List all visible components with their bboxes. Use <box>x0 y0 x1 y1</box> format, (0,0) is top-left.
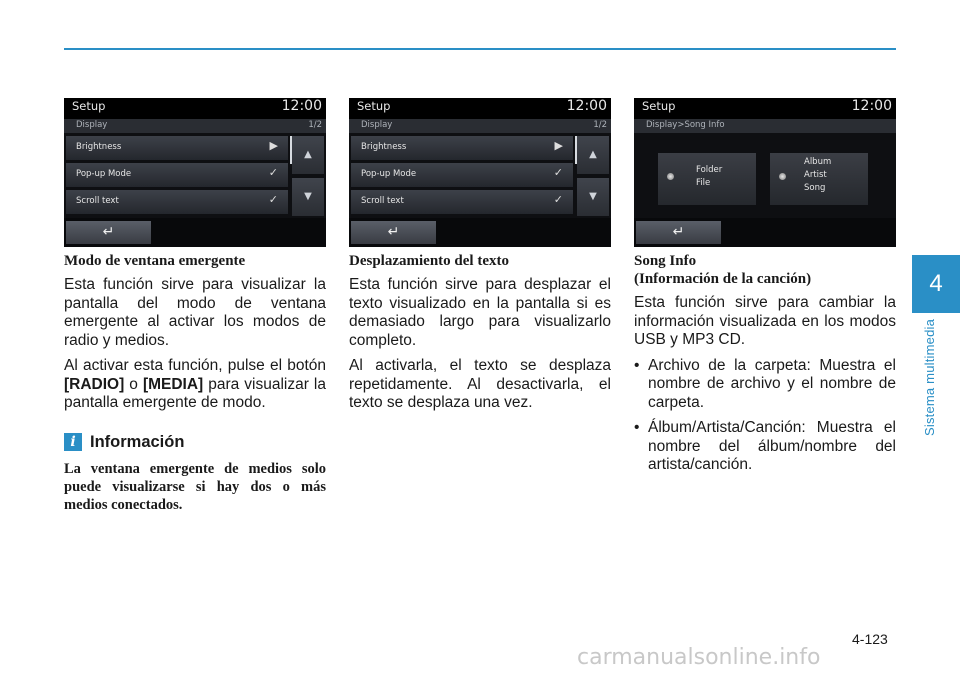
paragraph: Esta función sirve para desplazar el texto visualizado en la pantalla si es demasiado largo para visualizarlo completo. <box>349 276 611 349</box>
info-note: La ventana emergente de medios solo puede visualizarse si hay dos o más medios conectados. <box>64 460 326 513</box>
scroll-up-button[interactable]: ▲ <box>292 136 324 174</box>
option-line: File <box>696 178 711 188</box>
check-icon: ✓ <box>268 166 278 179</box>
screen-menu <box>349 133 611 218</box>
heading-line: Song Info <box>634 253 697 269</box>
menu-item-label: Pop-up Mode <box>361 169 417 179</box>
screen-options <box>634 133 896 218</box>
option-label <box>696 164 722 190</box>
heading-line: (Información de la canción) <box>634 271 812 287</box>
list-item: • Álbum/Artista/Canción: Muestra el nombre del álbum/nombre del artista/canción. <box>634 419 896 475</box>
menu-item-brightness[interactable] <box>66 136 288 160</box>
list-item: • Archivo de la carpeta: Muestra el nombre de archivo y el nombre de carpeta. <box>634 357 896 413</box>
paragraph <box>64 357 326 413</box>
paragraph: Esta función sirve para visualizar la pantalla del modo de ventana emergente al activar los modos de radio y medios. <box>64 276 326 349</box>
option-line: Artist <box>804 170 827 180</box>
text-run: Al activar esta función, pulse el botón <box>64 357 326 374</box>
option-line: Folder <box>696 165 723 175</box>
back-button[interactable]: ↵ <box>66 221 151 244</box>
section-heading: Desplazamiento del texto <box>349 253 509 269</box>
section-heading: Modo de ventana emergente <box>64 253 246 269</box>
option-label <box>804 156 831 195</box>
info-icon: i <box>64 433 82 451</box>
menu-item-brightness[interactable] <box>351 136 573 160</box>
paragraph: Al activarla, el texto se desplaza repetidamente. Al desactivarla, el texto se desplaza una vez. <box>349 357 611 411</box>
back-button[interactable]: ↵ <box>636 221 721 244</box>
menu-item-scroll-text[interactable] <box>351 190 573 214</box>
screen-breadcrumb <box>349 119 611 133</box>
menu-item-label: Pop-up Mode <box>76 169 132 179</box>
watermark: carmanualsonline.info <box>577 645 821 670</box>
arrow-right-icon: ▶ <box>269 139 278 152</box>
arrow-right-icon: ▶ <box>554 139 563 152</box>
screen-footer <box>349 218 611 247</box>
text-run: para visualizar la pantalla emergente de modo. <box>64 375 326 411</box>
scroll-down-button[interactable]: ▼ <box>292 178 324 216</box>
menu-item-scroll-text[interactable] <box>66 190 288 214</box>
paragraph: Esta función sirve para cambiar la información visualizada en los modos USB y MP3 CD. <box>634 294 896 348</box>
page-indicator: 1/2 <box>593 120 607 130</box>
screen-clock: 12:00 <box>281 98 322 114</box>
screen-breadcrumb <box>64 119 326 133</box>
option-line: Song <box>804 183 826 193</box>
page-indicator: 1/2 <box>308 120 322 130</box>
menu-item-popup-mode[interactable] <box>66 163 288 187</box>
setup-song-info-screen <box>634 98 896 247</box>
screen-breadcrumb <box>634 119 896 133</box>
check-icon: ✓ <box>553 193 563 206</box>
screen-title: Setup <box>642 99 676 113</box>
page-number: 4-123 <box>852 631 888 647</box>
menu-item-label: Brightness <box>76 142 122 152</box>
screen-footer <box>634 218 896 247</box>
option-album-artist-song[interactable] <box>770 153 868 205</box>
radio-icon <box>779 173 786 180</box>
menu-item-label: Brightness <box>361 142 407 152</box>
scroll-up-button[interactable]: ▲ <box>577 136 609 174</box>
text-run: o <box>124 375 143 393</box>
media-button-ref: [MEDIA] <box>142 375 204 393</box>
menu-item-label: Scroll text <box>76 196 119 206</box>
column-song-info <box>634 98 896 482</box>
screen-title: Setup <box>357 99 391 113</box>
setup-display-screen <box>64 98 326 247</box>
info-title: Información <box>90 432 185 451</box>
menu-item-label: Scroll text <box>361 196 404 206</box>
option-folder-file[interactable] <box>658 153 756 205</box>
screen-clock: 12:00 <box>851 98 892 114</box>
screen-title: Setup <box>72 99 106 113</box>
check-icon: ✓ <box>268 193 278 206</box>
setup-display-screen <box>349 98 611 247</box>
chapter-label: Sistema multimedia <box>922 318 937 436</box>
chapter-tab: 4 <box>912 255 960 313</box>
back-button[interactable]: ↵ <box>351 221 436 244</box>
menu-item-popup-mode[interactable] <box>351 163 573 187</box>
breadcrumb-path: Display <box>361 120 393 130</box>
radio-icon <box>667 173 674 180</box>
bullet-list <box>634 357 896 475</box>
column-scroll-text <box>349 98 611 420</box>
option-line: Album <box>804 157 832 167</box>
breadcrumb-path: Display <box>76 120 108 130</box>
screen-footer <box>64 218 326 247</box>
scroll-down-button[interactable]: ▼ <box>577 178 609 216</box>
breadcrumb-path: Display>Song Info <box>646 120 725 130</box>
radio-button-ref: [RADIO] <box>64 375 125 393</box>
top-rule <box>64 48 896 50</box>
section-heading <box>634 252 896 288</box>
check-icon: ✓ <box>553 166 563 179</box>
info-header <box>64 433 326 452</box>
column-popup-mode <box>64 98 326 514</box>
screen-clock: 12:00 <box>566 98 607 114</box>
screen-menu <box>64 133 326 218</box>
